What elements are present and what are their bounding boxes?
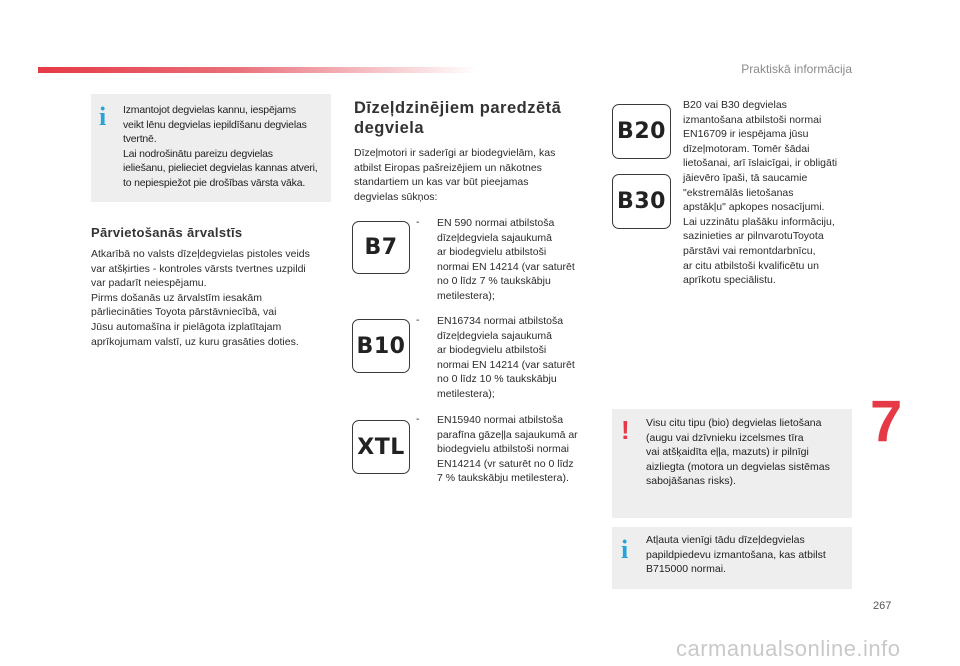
additives-text: Atļauta vienīgi tādu dīzeļdegvielas papildpiedevu izmantošana, kas atbilst B715000 normai.	[646, 534, 826, 576]
list-dash: -	[416, 413, 420, 425]
chapter-number: 7	[870, 389, 903, 454]
warning-text: Visu citu tipu (bio) degvielas lietošana (augu vai dzīvnieku izcelsmes tīra vai atšķaidīta eļļa, mazuts) ir pilnīgi aizliegta (motora un degvielas sistēmas sabojāšanas risks).	[646, 417, 830, 488]
fuel-badge-b30	[612, 174, 671, 229]
section-heading-abroad: Pārvietošanās ārvalstīs	[91, 225, 243, 240]
info-box-fuel-can	[91, 94, 331, 202]
warning-box	[612, 409, 852, 518]
badge-label: B20	[617, 119, 666, 144]
info-icon: i	[621, 535, 629, 564]
fuel-badge-b20	[612, 104, 671, 159]
fuel-item-text-xtl: EN15940 normai atbilstoša parafīna gāzeļļa sajaukumā ar biodegvielu atbilstoši normai EN14214 (vr saturēt no 0 līdz 7 % taukskābju metilestera).	[437, 414, 578, 485]
warning-icon: !	[621, 415, 630, 445]
header-accent-bar	[38, 67, 478, 73]
fuel-badge-b7	[352, 221, 410, 274]
badge-label: B7	[364, 235, 398, 260]
abroad-body-text: Atkarībā no valsts dīzeļdegvielas pistoles veids var atšķirties - kontroles vārsts tvertnes uzpildi var padarīt neiespējamu. Pirms došanās uz ārvalstīm iesakām pārliecināties Toyota pārstāvniecībā, vai Jūsu automašīna ir pielāgota izplatītajam aprīkojumam valstī, uz kuru grasāties doties.	[91, 248, 310, 348]
list-dash: -	[416, 314, 420, 326]
intro-text: Dīzeļmotori ir saderīgi ar biodegvielām, kas atbilst Eiropas pašreizējiem un nākotnes standartiem un kas var būt pieejamas degvielas sūkņos:	[354, 147, 556, 203]
section-label: Praktiskā informācija	[741, 62, 852, 76]
badge-label: XTL	[357, 434, 405, 460]
list-dash: -	[416, 216, 420, 228]
fuel-badge-xtl	[352, 420, 410, 474]
fuel-badge-b10	[352, 319, 410, 373]
info-icon: i	[99, 102, 107, 131]
info-text: Izmantojot degvielas kannu, iespējams veikt lēnu degvielas iepildīšanu degvielas tvertnē. Lai nodrošinātu pareizu degvielas ieliešanu, pielieciet degvielas kannas atveri, to nepiespiežot pie drošības vārsta vāka.	[123, 104, 318, 189]
fuel-item-text-b10: EN16734 normai atbilstoša dīzeļdegviela sajaukumā ar biodegvielu atbilstoši normai EN 14214 (var saturēt no 0 līdz 10 % taukskābju metilestera);	[437, 315, 575, 400]
page-title: Dīzeļdzinējiem paredzētā degviela	[354, 99, 562, 137]
fuel-item-text-b7: EN 590 normai atbilstoša dīzeļdegviela sajaukumā ar biodegvielu atbilstoši normai EN 14214 (var saturēt no 0 līdz 7 % taukskābju metilestera);	[437, 217, 575, 302]
watermark: carmanualsonline.info	[676, 636, 901, 661]
b20-b30-text: B20 vai B30 degvielas izmantošana atbilstoši normai EN16709 ir iespējama jūsu dīzeļmotoram. Tomēr šādai lietošanai, arī īslaicīgai, ir obligāti jāievēro īpaši, tā saucamie "ekstremālās lietošanas apstākļu" apkopes nosacījumi. Lai uzzinātu plašāku informāciju, sazinieties ar pilnvarotuToyota pārstāvi vai remontdarbnīcu, ar citu atbilstoši kvalificētu un aprīkotu speciālistu.	[683, 99, 838, 287]
page-number: 267	[873, 600, 892, 612]
info-box-additives	[612, 527, 852, 589]
badge-label: B30	[617, 189, 666, 214]
badge-label: B10	[356, 333, 406, 359]
